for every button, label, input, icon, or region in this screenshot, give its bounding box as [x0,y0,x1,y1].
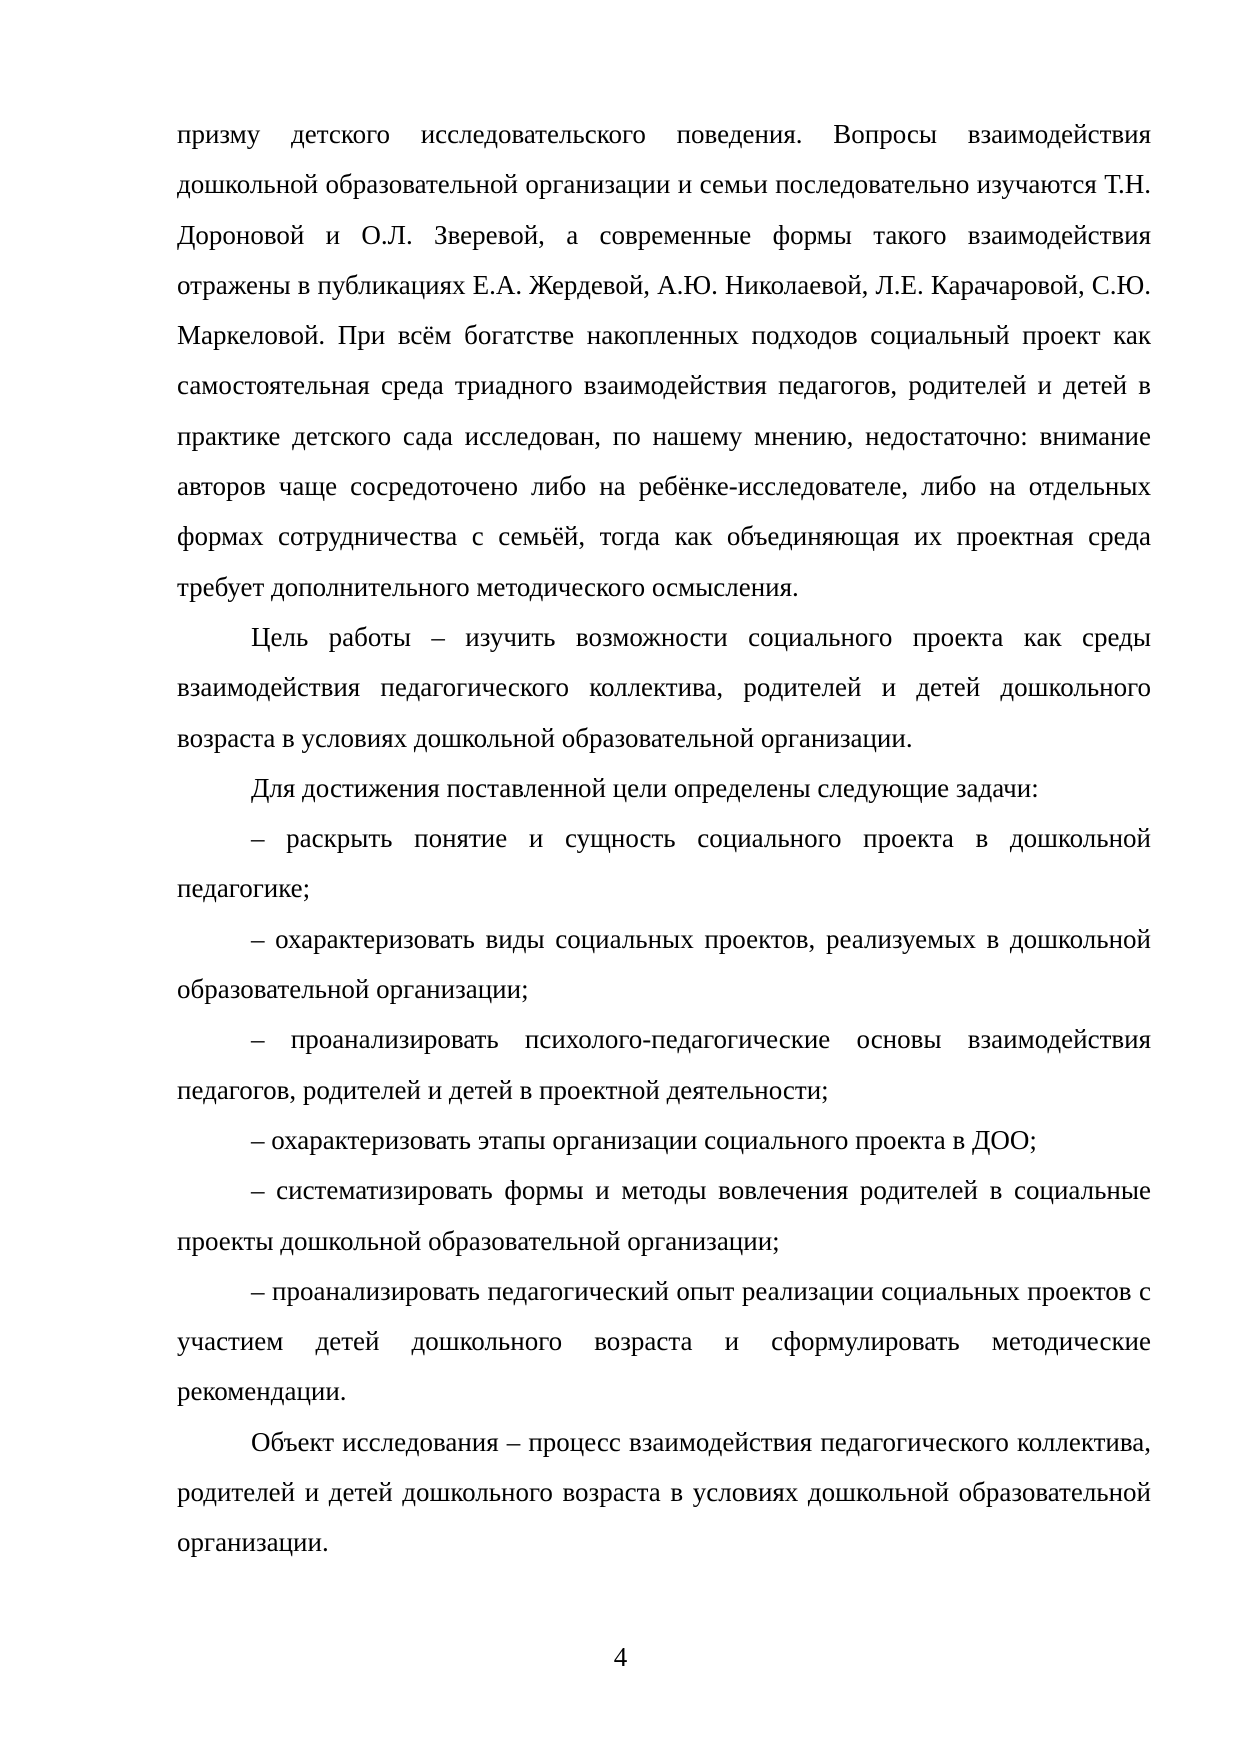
page-number: 4 [613,1642,628,1672]
paragraph-object: Объект исследования – процесс взаимодействия педагогического коллектива, родителей и детей дошкольного возраста в условиях дошкольной образовательной организации. [177,1426,1151,1558]
task-item-6: – проанализировать педагогический опыт реализации социальных проектов с участием детей дошкольного возраста и сформулировать методические рекомендации. [177,1275,1151,1407]
paragraph-goal: Цель работы – изучить возможности социального проекта как среды взаимодействия педагогического коллектива, родителей и детей дошкольного возраста в условиях дошкольной образовательной организации. [177,621,1151,753]
paragraph-tasks-intro: Для достижения поставленной цели определены следующие задачи: [251,772,1039,803]
task-item-5: – систематизировать формы и методы вовлечения родителей в социальные проекты дошкольной образовательной организации; [177,1175,1151,1256]
task-item-2: – охарактеризовать виды социальных проектов, реализуемых в дошкольной образовательной организации; [177,923,1151,1005]
task-item-3: – проанализировать психолого-педагогические основы взаимодействия педагогов, родителей и детей в проектной деятельности; [177,1024,1151,1105]
task-item-1: – раскрыть понятие и сущность социального проекта в дошкольной педагогике; [177,823,1151,904]
task-item-4: – охарактеризовать этапы организации социального проекта в ДОО; [251,1124,1037,1155]
page-body [177,109,1151,1568]
paragraph-continuation: призму детского исследовательского поведения. Вопросы взаимодействия дошкольной образовательной организации и семьи последовательно изучаются Т.Н. Дороновой и О.Л. Зверевой, а современные формы такого взаимодействия отражены в публикациях Е.А. Жердевой, А.Ю. Николаевой, Л.Е. Карачаровой, С.Ю. Маркеловой. При всём богатстве накопленных подходов социальный проект как самостоятельная среда триадного взаимодействия педагогов, родителей и детей в практике детского сада исследован, по нашему мнению, недостаточно: внимание авторов чаще сосредоточено либо на ребёнке-исследователе, либо на отдельных формах сотрудничества с семьёй, тогда как объединяющая их проектная среда требует дополнительного методического осмысления. [177,119,1151,602]
